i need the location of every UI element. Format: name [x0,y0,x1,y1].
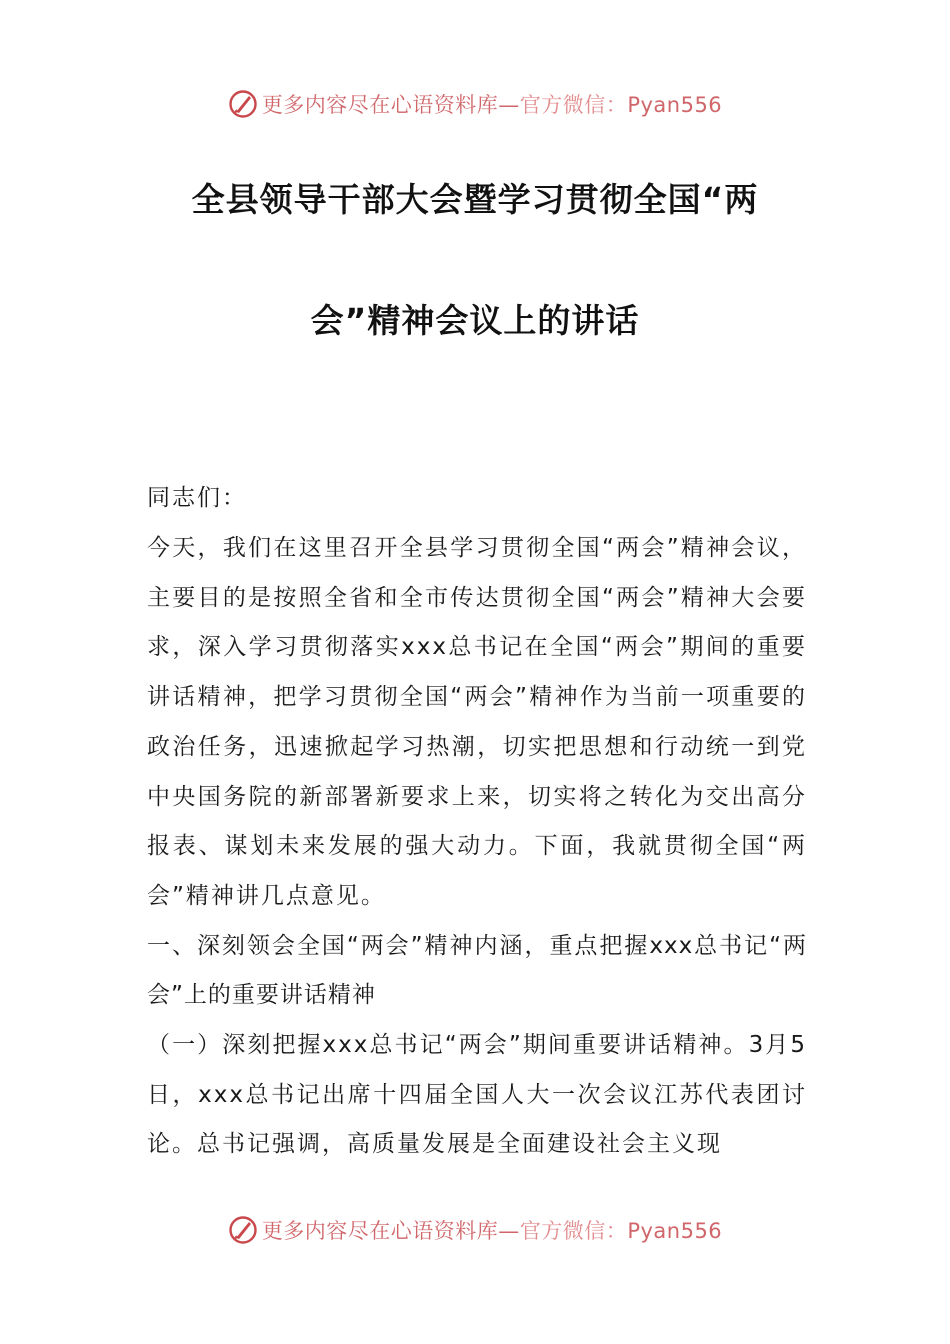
document-title-line-1: 全县领导干部大会暨学习贯彻全国“两 [191,180,759,219]
paragraph-subsection-1: （一）深刻把握xxx总书记“两会”期间重要讲话精神。3月5日，xxx总书记出席十四届全国人大一次会议江苏代表团讨论。总书记强调，高质量发展是全面建设社会主义现 [147,1032,807,1158]
quill-pen-icon [228,1215,258,1245]
watermark-text: 更多内容尽在心语资料库—官方微信：Pyan556 [261,93,723,117]
salutation: 同志们： [147,485,247,511]
footer-watermark [0,1210,950,1250]
quill-pen-icon [228,89,258,119]
section-heading-1: 一、深刻领会全国“两会”精神内涵，重点把握xxx总书记“两会”上的重要讲话精神 [147,932,807,1009]
document-title-line-2: 会”精神会议上的讲话 [310,301,640,340]
header-watermark [0,84,950,124]
paragraph-intro: 今天，我们在这里召开全县学习贯彻全国“两会”精神会议，主要目的是按照全省和全市传达贯彻全国“两会”精神大会要求，深入学习贯彻落实xxx总书记在全国“两会”期间的重要讲话精神，把学习贯彻全国“两会”精神作为当前一项重要的政治任务，迅速掀起学习热潮，切实把思想和行动统一到党中央国务院的新部署新要求上来，切实将之转化为交出高分报表、谋划未来发展的强大动力。下面，我就贯彻全国“两会”精神讲几点意见。 [147,535,807,909]
document-body [147,524,807,1170]
watermark-text: 更多内容尽在心语资料库—官方微信：Pyan556 [261,1219,723,1243]
